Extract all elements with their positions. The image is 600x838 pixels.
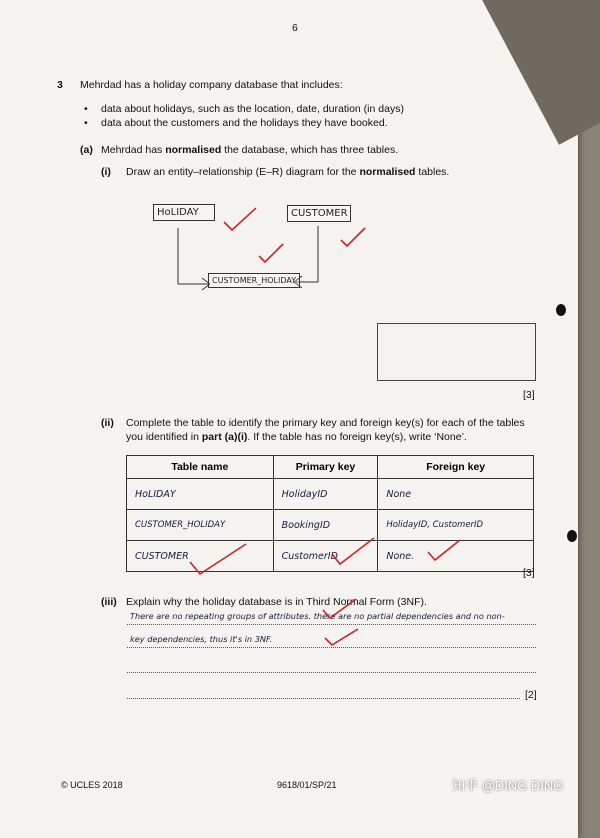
- cell-foreign-key: None: [378, 479, 534, 510]
- table-header-row: [127, 456, 534, 479]
- page-number: 6: [292, 22, 298, 34]
- answer-line-2: key dependencies, thus it's in 3NF.: [130, 634, 273, 644]
- bullet: •: [84, 103, 88, 115]
- tick-mark: [256, 240, 286, 266]
- bullet: •: [84, 117, 88, 129]
- entity-customer-holiday: CUSTOMER_HOLIDAY: [208, 273, 300, 288]
- cell-primary-key: CustomerID: [273, 541, 378, 572]
- part-ii-label: (ii): [101, 417, 114, 429]
- part-iii-label: (iii): [101, 596, 117, 608]
- answer-line: [127, 672, 536, 673]
- examiner-box: [377, 323, 536, 381]
- question-number: 3: [57, 79, 63, 91]
- tick-mark: [424, 536, 464, 566]
- answer-line: [127, 624, 536, 625]
- tick-mark: [328, 534, 378, 570]
- entity-customer: CUSTOMER: [287, 205, 351, 222]
- tick-mark: [338, 224, 368, 250]
- tick-mark: [220, 204, 260, 234]
- part-iii-text: Explain why the holiday database is in Third Normal Form (3NF).: [126, 596, 427, 608]
- answer-line-1: There are no repeating groups of attributes. there are no partial dependencies and no non-: [130, 611, 505, 621]
- paper-code: 9618/01/SP/21: [277, 780, 337, 790]
- cell-primary-key: BookingID: [273, 510, 378, 541]
- bullet-text: data about holidays, such as the location, date, duration (in days): [101, 103, 404, 115]
- tick-mark: [322, 626, 362, 648]
- bullet-text: data about the customers and the holidays they have booked.: [101, 117, 388, 129]
- part-ii-line1: Complete the table to identify the primary key and foreign key(s) for each of the tables: [126, 417, 525, 429]
- part-i-label: (i): [101, 166, 111, 178]
- copyright: © UCLES 2018: [61, 780, 123, 790]
- part-a-label: (a): [80, 144, 93, 156]
- cell-table-name: CUSTOMER_HOLIDAY: [127, 510, 274, 541]
- answer-line: [127, 698, 520, 699]
- marks-i: [3]: [523, 389, 535, 401]
- tick-mark: [186, 540, 250, 580]
- tick-mark: [320, 596, 360, 622]
- watermark: 知乎 @DING DING: [452, 778, 564, 793]
- marks-iii: [2]: [525, 689, 537, 701]
- table-row: [127, 479, 534, 510]
- cell-primary-key: HolidayID: [273, 479, 378, 510]
- part-ii-line2: you identified in part (a)(i). If the table has no foreign key(s), write ‘None’.: [126, 431, 467, 443]
- part-a-text: Mehrdad has normalised the database, which has three tables.: [101, 144, 399, 156]
- punch-hole: [556, 304, 566, 316]
- cell-table-name: CUSTOMER: [127, 541, 274, 572]
- question-intro: Mehrdad has a holiday company database that includes:: [80, 79, 343, 91]
- cell-foreign-key: None.: [378, 541, 534, 572]
- punch-hole: [567, 530, 577, 542]
- cell-foreign-key: HolidayID, CustomerID: [378, 510, 534, 541]
- entity-holiday: HoLIDAY: [153, 204, 215, 221]
- marks-ii: [3]: [523, 567, 535, 579]
- header-foreign-key: Foreign key: [378, 456, 534, 479]
- header-table-name: Table name: [127, 456, 274, 479]
- part-i-text: Draw an entity–relationship (E–R) diagram for the normalised tables.: [126, 166, 450, 178]
- cell-table-name: HoLIDAY: [127, 479, 274, 510]
- header-primary-key: Primary key: [273, 456, 378, 479]
